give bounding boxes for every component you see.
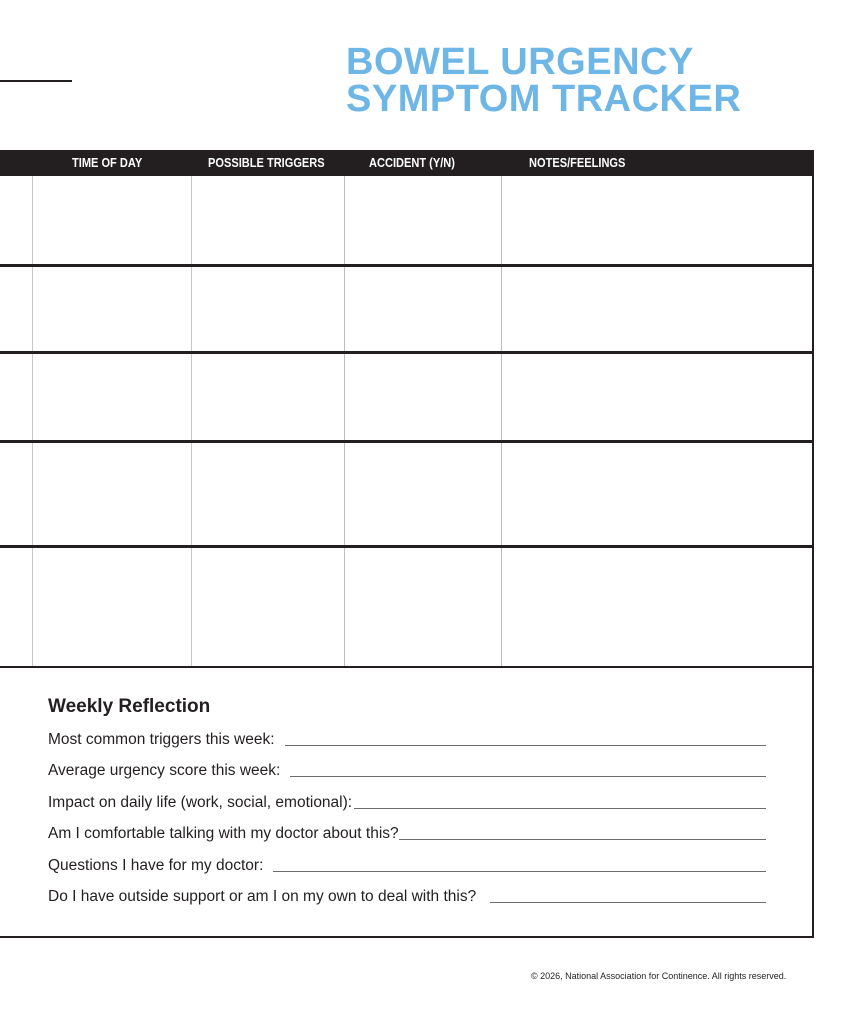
question-label: Most common triggers this week:: [48, 730, 275, 748]
weekly-reflection-section: [48, 694, 768, 912]
answer-line-daily-impact[interactable]: [354, 807, 766, 809]
table-row[interactable]: [0, 548, 812, 666]
cell-possible-triggers[interactable]: [192, 354, 344, 440]
column-header-notes-feelings: NOTES/FEELINGS: [529, 155, 626, 170]
table-header: [0, 150, 814, 176]
cell-accident[interactable]: [345, 176, 501, 264]
cell-possible-triggers[interactable]: [192, 267, 344, 351]
column-header-time-of-day: TIME OF DAY: [72, 155, 143, 170]
page-title: [346, 41, 742, 120]
table-row[interactable]: [0, 443, 812, 545]
cell-possible-triggers[interactable]: [192, 443, 344, 545]
cell-notes[interactable]: [502, 176, 812, 264]
question-label: Average urgency score this week:: [48, 762, 281, 779]
question-label: Do I have outside support or am I on my own to deal with this?: [48, 888, 477, 905]
title-line-2: SYMPTOM TRACKER: [346, 78, 742, 120]
column-header-possible-triggers: POSSIBLE TRIGGERS: [208, 155, 325, 170]
copyright-notice: © 2026, National Association for Continence. All rights reserved.: [531, 971, 787, 981]
table-row[interactable]: [0, 176, 812, 264]
tracker-table: [0, 150, 814, 938]
cell-notes[interactable]: [502, 267, 812, 351]
question-label: Am I comfortable talking with my doctor about this?: [48, 825, 399, 842]
cell-notes[interactable]: [502, 548, 812, 666]
cell-accident[interactable]: [345, 548, 501, 666]
reflection-question-triggers: [48, 723, 768, 755]
title-line-1: BOWEL URGENCY: [346, 41, 694, 83]
reflection-question-doctor-comfort: [48, 818, 768, 850]
reflection-question-doctor-questions: [48, 849, 768, 881]
reflection-question-daily-impact: [48, 786, 768, 818]
cell-notes[interactable]: [502, 443, 812, 545]
table-row[interactable]: [0, 354, 812, 440]
column-header-accident: ACCIDENT (Y/N): [369, 155, 455, 170]
row-divider: [0, 666, 812, 668]
reflection-question-outside-support: [48, 881, 768, 913]
cell-possible-triggers[interactable]: [192, 548, 344, 666]
cell-accident[interactable]: [345, 443, 501, 545]
answer-line-doctor-questions[interactable]: [273, 870, 766, 872]
cell-accident[interactable]: [345, 267, 501, 351]
question-label: Impact on daily life (work, social, emotional):: [48, 793, 353, 811]
cell-time-of-day[interactable]: [33, 354, 191, 440]
weekly-reflection-title: Weekly Reflection: [48, 696, 211, 717]
cell-notes[interactable]: [502, 354, 812, 440]
cell-possible-triggers[interactable]: [192, 176, 344, 264]
cell-time-of-day[interactable]: [33, 548, 191, 666]
answer-line-outside-support[interactable]: [490, 901, 766, 903]
cell-time-of-day[interactable]: [33, 443, 191, 545]
table-row[interactable]: [0, 267, 812, 351]
cell-accident[interactable]: [345, 354, 501, 440]
cell-time-of-day[interactable]: [33, 267, 191, 351]
answer-line-triggers[interactable]: [285, 744, 766, 746]
answer-line-doctor-comfort[interactable]: [399, 838, 766, 840]
reflection-question-urgency-score: [48, 755, 768, 787]
question-label: Questions I have for my doctor:: [48, 856, 264, 874]
name-blank-line: [0, 80, 72, 82]
cell-time-of-day[interactable]: [33, 176, 191, 264]
answer-line-urgency-score[interactable]: [290, 775, 766, 777]
